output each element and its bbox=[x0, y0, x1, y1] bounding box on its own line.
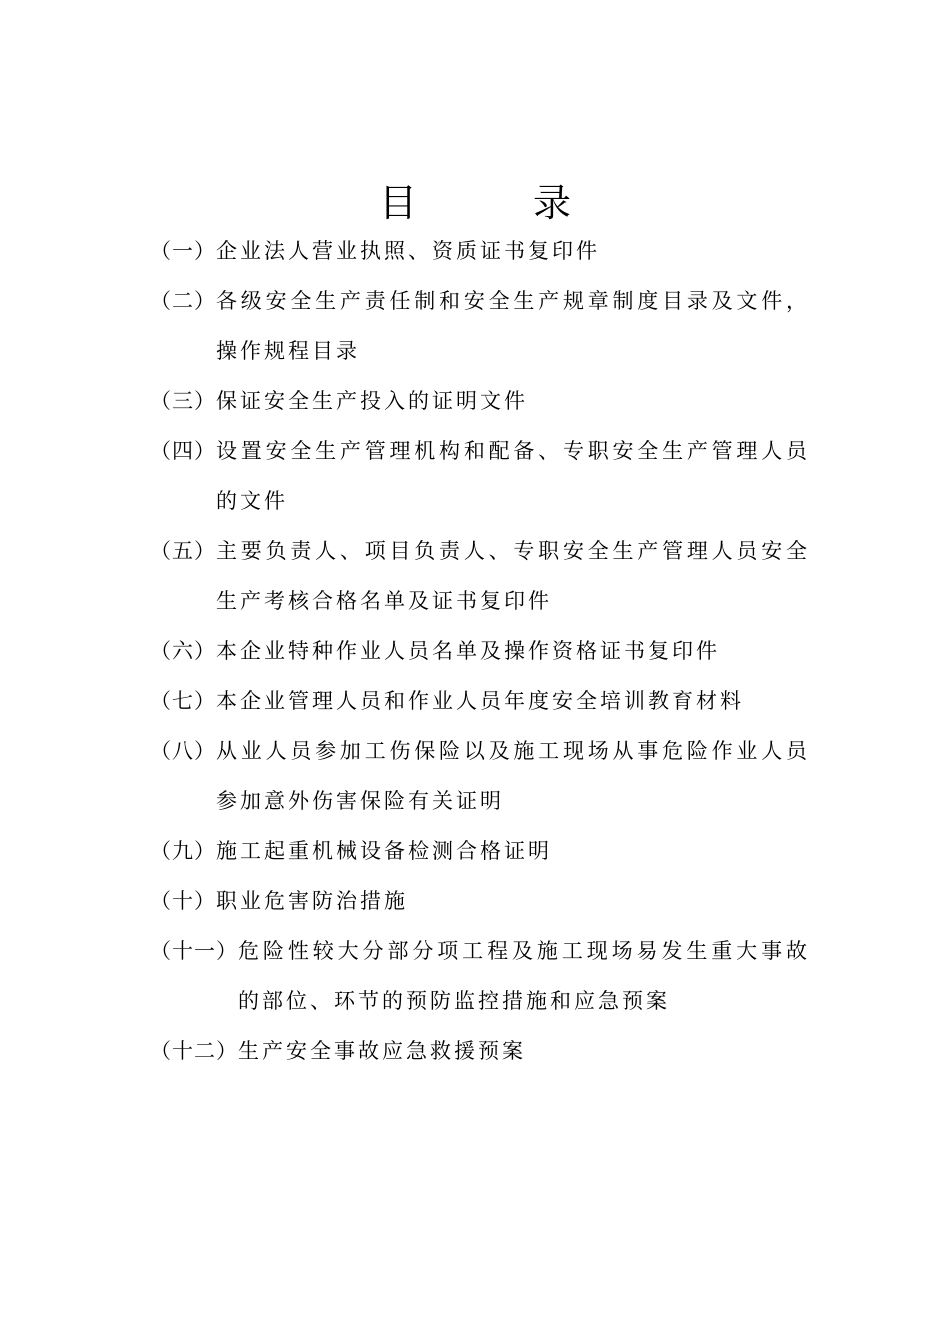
page-title: 目 录 bbox=[378, 181, 624, 225]
toc-entry-text: 保证安全生产投入的证明文件 bbox=[216, 389, 528, 413]
toc-entry-text: 企业法人营业执照、资质证书复印件 bbox=[216, 239, 600, 263]
toc-entry-number: （四） bbox=[150, 439, 216, 463]
toc-entry bbox=[150, 726, 810, 826]
toc-entry bbox=[150, 426, 810, 526]
toc-entry bbox=[150, 276, 810, 376]
toc-entry-number: （九） bbox=[150, 839, 216, 863]
toc-entry-text: 本企业管理人员和作业人员年度安全培训教育材料 bbox=[216, 689, 744, 713]
toc-entry-number: （六） bbox=[150, 639, 216, 663]
toc-entry bbox=[150, 1026, 810, 1076]
toc-entry-number: （十一） bbox=[150, 939, 238, 963]
toc-entry-number: （三） bbox=[150, 389, 216, 413]
toc-entry bbox=[150, 676, 810, 726]
toc-entry bbox=[150, 926, 810, 1026]
toc-entry bbox=[150, 826, 810, 876]
toc-entry-text: 设置安全生产管理机构和配备、专职安全生产管理人员的文件 bbox=[216, 439, 810, 513]
toc-entry bbox=[150, 376, 810, 426]
toc-entry-number: （十二） bbox=[150, 1039, 238, 1063]
toc-entry-number: （一） bbox=[150, 239, 216, 263]
toc-entry-text: 生产安全事故应急救援预案 bbox=[238, 1039, 526, 1063]
toc-entry-number: （二） bbox=[150, 289, 216, 313]
toc-entry-text: 施工起重机械设备检测合格证明 bbox=[216, 839, 552, 863]
toc-entry-number: （十） bbox=[150, 889, 216, 913]
toc-entry-text: 职业危害防治措施 bbox=[216, 889, 408, 913]
toc-entry-number: （七） bbox=[150, 689, 216, 713]
toc-entry bbox=[150, 626, 810, 676]
toc-entry-text: 危险性较大分部分项工程及施工现场易发生重大事故的部位、环节的预防监控措施和应急预案 bbox=[238, 939, 810, 1013]
toc-entry-number: （八） bbox=[150, 739, 216, 763]
toc-entry-text: 本企业特种作业人员名单及操作资格证书复印件 bbox=[216, 639, 720, 663]
toc-entry-number: （五） bbox=[150, 539, 216, 563]
toc-entry-text: 主要负责人、项目负责人、专职安全生产管理人员安全生产考核合格名单及证书复印件 bbox=[216, 539, 810, 613]
toc-entry bbox=[150, 876, 810, 926]
toc-entry bbox=[150, 526, 810, 626]
table-of-contents bbox=[150, 226, 810, 1076]
toc-entry bbox=[150, 226, 810, 276]
toc-entry-text: 从业人员参加工伤保险以及施工现场从事危险作业人员参加意外伤害保险有关证明 bbox=[216, 739, 810, 813]
toc-entry-text: 各级安全生产责任制和安全生产规章制度目录及文件，操作规程目录 bbox=[216, 289, 810, 363]
